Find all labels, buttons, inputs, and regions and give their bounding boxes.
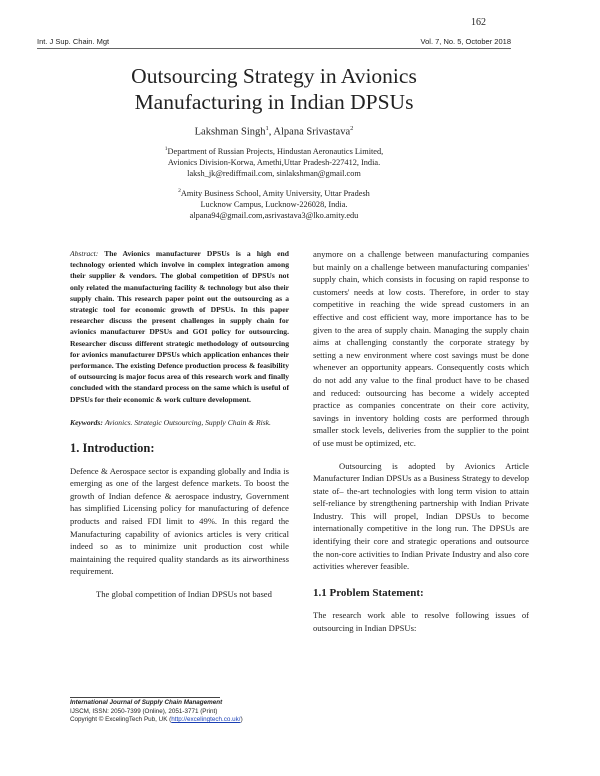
running-header-journal: Int. J Sup. Chain. Mgt <box>37 37 110 46</box>
affil-mark: 1 <box>164 146 168 152</box>
abstract-label: Abstract: <box>70 249 99 258</box>
author-separator: , <box>268 126 274 138</box>
author-name: Alpana Srivastava <box>273 126 351 138</box>
affil-line: Amity Business School, Amity University, Uttar Pradesh <box>180 188 370 198</box>
paper-title <box>37 63 511 115</box>
page-number: 162 <box>471 17 486 28</box>
body-paragraph: anymore on a challenge between manufacturing companies but mainly on a challenge between manufacturing companies' supply chain, which consists in focusing on rapid response to customers' needs at low costs. Therefore, in order to stay competitive in reaching the wide spread customers in an effective and cost efficient way, more importance has to be given to the area of supply chain. Managing the supply chain aims at challenging constantly the corporate strategy by setting a new environment where cost savings must be done whenever an opportunity appears. Consequently costs which do not add any value to the final product have to be chased and reduced: outsourcing has become a widely accepted practice as companies concentrate on their core activity, savings in inventory holding costs are performed through smaller stock levels, deliveries from the supplier to the point of use must be optimized, etc. <box>313 249 529 448</box>
footer-rule <box>70 697 220 698</box>
footer-journal-name: International Journal of Supply Chain Management <box>70 699 223 706</box>
affiliation-2 <box>37 186 511 221</box>
author-list <box>37 125 511 138</box>
title-line-2: Manufacturing in Indian DPSUs <box>134 90 414 114</box>
intro-paragraph: Defence & Aerospace sector is expanding globally and India is emerging as one of the largest defence markets. To boost the growth of Indian defence & aerospace industry, Government has simplified Licensing policy for manufacturing of defence products and raised FDI limit to 49%. In this regard the Manufacturing capability of avionics articles is very critical indeed so as to minimize unit production cost while maintaining the required quality standards as its airworthiness requirement. <box>70 465 289 577</box>
author-affil-mark: 1 <box>265 125 269 132</box>
footer-copyright: Copyright © ExcelingTech Pub, UK ( <box>70 716 172 724</box>
affil-line: Lucknow Campus, Lucknow-226028, India. <box>200 199 348 209</box>
keywords <box>70 417 289 428</box>
affiliation-1 <box>37 144 511 179</box>
title-line-1: Outsourcing Strategy in Avionics <box>131 64 417 88</box>
problem-statement-paragraph: The research work able to resolve following issues of outsourcing in Indian DPSUs: <box>313 610 529 634</box>
abstract-text: The Avionics manufacturer DPSUs is a high end technology oriented which involve in complex integration among their supplier & vendors. The global competition of DPSUs not only related the manufacturing facility & technology but also their supply chain. This research paper point out the outsourcing as a strategic tool for economic growth of DPSUs. In this paper researcher discuss the present challenges in supply chain for avionics manufacturer DPSUs and GOI policy for outsourcing. Researcher discuss different strategic methodology of outsourcing for avionics manufacturer DPSUs which application enhances their performance. The existing Defence production process & feasibility of outsourcing is major focus area of this research work and finally concluded with the standard process on the same which is useful of DPSUs for their economic & work culture development. <box>70 249 289 404</box>
right-column <box>313 248 529 635</box>
body-paragraph-outsourcing: Outsourcing is adopted by Avionics Article Manufacturer Indian DPSUs as a Business Strategy to develop state of– the-art technologies with long term vision to attain self-reliance by strengthening partnership with Indian Private Industry. This will propel, Indian DPSUs to become internationally competitive in the long run. The DPSUs are identifying their core and strategic operations and outsource the non-core activities to Indian Private Industry and also core activities wherever feasible. <box>313 460 529 572</box>
affil-mark: 2 <box>178 188 181 194</box>
author-affil-mark: 2 <box>350 125 354 132</box>
subsection-heading-problem-statement: 1.1 Problem Statement: <box>313 586 424 599</box>
affil-email: laksh_jk@rediffmail.com, sinlakshman@gmail.com <box>187 169 361 179</box>
running-header-volume: Vol. 7, No. 5, October 2018 <box>420 37 511 46</box>
abstract <box>70 248 289 405</box>
section-heading-introduction: 1. Introduction: <box>70 441 155 456</box>
footer <box>70 699 243 725</box>
header-rule <box>37 48 511 49</box>
keywords-label: Keywords: <box>70 417 103 427</box>
footer-issn: IJSCM, ISSN: 2050-7399 (Online), 2051-3771 (Print) <box>70 707 218 715</box>
intro-paragraph-2: The global competition of Indian DPSUs not based <box>96 588 272 599</box>
keywords-text: Avionics. Strategic Outsourcing, Supply Chain & Risk. <box>104 417 271 427</box>
affil-email: alpana94@gmail.com,asrivastava3@lko.amity.edu <box>189 211 359 221</box>
footer-copyright-end: ) <box>240 716 243 724</box>
left-column <box>70 248 289 601</box>
author-name: Lakshman Singh <box>194 126 266 138</box>
footer-link[interactable]: http://excelingtech.co.uk/ <box>171 716 241 724</box>
affil-line: Avionics Division-Korwa, Amethi,Uttar Pradesh-227412, India. <box>167 157 381 167</box>
affil-line: Department of Russian Projects, Hindustan Aeronautics Limited, <box>167 146 384 156</box>
